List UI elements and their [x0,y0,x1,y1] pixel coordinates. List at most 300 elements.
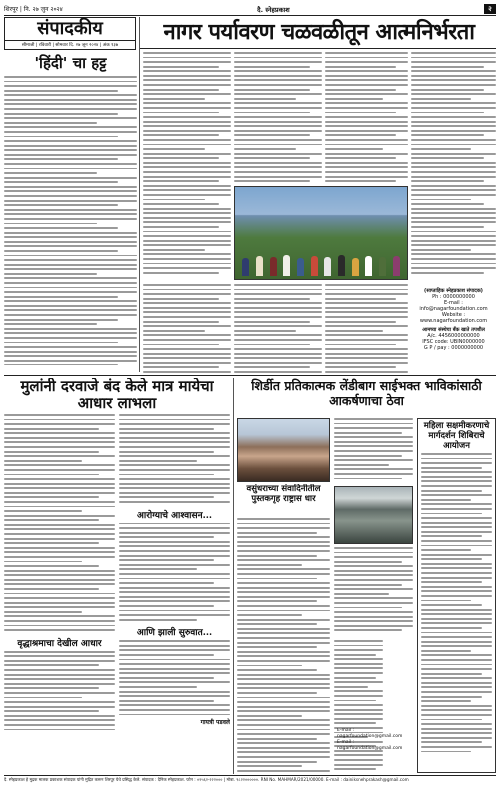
text-line [4,140,137,142]
text-line [119,640,230,642]
text-line [143,272,219,274]
text-line [4,701,115,703]
text-line [411,144,496,146]
text-line [237,637,330,639]
contact-block [411,284,496,374]
text-line [237,742,330,744]
shirdi-story-headline-box [237,378,496,416]
text-line [234,284,322,286]
text-line [334,649,383,651]
contact-account-title: आमच्या संस्थेचा बँक खाते तपशील [422,327,485,333]
text-line [4,209,137,211]
text-line [143,189,231,191]
text-line [334,597,413,599]
text-line [237,559,330,561]
text-line [237,719,330,721]
text-line [411,226,484,228]
text-line [421,499,471,501]
text-line [334,455,402,457]
text-line [4,574,115,576]
text-line [4,528,115,530]
text-line [334,441,413,443]
text-line [119,686,197,688]
text-line [325,311,408,313]
text-line [237,715,302,717]
text-line [143,180,219,182]
text-line [119,474,214,476]
text-line [334,459,413,461]
text-line [421,572,492,574]
right-box-headline: महिला सक्षमीकरणाचे मार्गदर्शन शिबिराचे आयोजन [423,421,490,451]
text-line [143,112,219,114]
text-line [421,558,482,560]
text-line [421,636,492,638]
text-line [143,307,231,309]
text-line [143,116,231,118]
text-line [4,227,118,229]
text-line [334,722,376,724]
right-col-email-2[interactable]: E-mail : nagarfoundation@gmail.com [337,740,403,751]
text-line [119,559,214,561]
text-line [421,677,492,679]
text-line [143,217,231,219]
text-line [237,642,330,644]
text-line [334,473,413,475]
right-col-email-1[interactable]: E-mail : nagarfoundation@gmail.com [337,728,403,739]
text-line [334,468,413,470]
text-line [143,171,231,173]
text-line [325,134,396,136]
text-line [143,162,231,164]
text-line [143,302,231,304]
text-line [334,464,389,466]
text-line [234,107,322,109]
text-line [334,556,413,558]
text-line [237,655,330,657]
footer-imprint: दै. स्नेहप्रकाश हे मुद्रक मालक प्रकाशक संपादक यांनी मुद्रित करून शिरपूर येथे प्रसिद्ध केले. संपादक : दैनिक स्नेहप्रकाश. फोन : ०२५६२-२२२००० | मोबा. ९८२२००००००. RNI No. MAHMAR/2021/00000. E-mail : dainiksnehprakash@gmail.com [4,777,409,782]
text-line [143,130,231,132]
text-line [4,163,137,165]
text-line [4,515,115,517]
text-line [237,582,330,584]
text-line [143,298,219,300]
text-line [421,618,492,620]
text-line [143,258,231,260]
main-headline: नागर पर्यावरण चळवळीतून आत्मनिर्भरता [163,19,475,45]
text-line [421,696,482,698]
text-line [421,682,492,684]
left-story-2-sub-1: वृद्धाश्रमाचा देखील आधार [17,638,102,649]
text-line [237,687,330,689]
text-line [334,677,376,679]
text-line [4,501,115,503]
text-line [143,371,231,373]
contact-gp-pay: G P / pay : 0000000000 [423,345,484,351]
text-line [411,162,496,164]
masthead-paper-name: दै. स्नेहप्रकाश [257,5,290,14]
text-line [421,673,482,675]
left-story-2-headline: मुलांनी दरवाजे बंद केले मात्र मायेचा आधार लाभला [20,378,214,412]
text-line [4,542,99,544]
text-line [119,700,214,702]
text-line [143,208,231,210]
shirdi-story-headline: शिर्डीत प्रतिकात्मक लेंडीबाग साईभक्त भाविकांसाठी आकर्षणाचा ठेवा [251,378,482,408]
text-line [237,605,330,607]
footer-rule [4,775,496,776]
text-line [411,157,484,159]
text-line [421,714,492,716]
text-line [4,186,137,188]
text-line [119,446,230,448]
main-story-photo [234,186,408,280]
text-line [119,541,230,543]
text-line [4,177,137,179]
text-line [119,555,230,557]
text-line [411,121,496,123]
contact-label: (साप्ताहिक स्नेहप्रकाश संपादक) [424,288,483,294]
text-line [421,535,482,537]
text-line [119,591,230,593]
text-line [4,277,137,279]
text-line [234,70,322,72]
text-line [325,70,408,72]
left-story-2-sub-3: आणि झाली सुरुवात... [136,628,213,639]
text-line [4,264,137,266]
text-line [237,573,330,575]
text-line [119,654,214,656]
text-line [119,451,214,453]
text-line [119,469,230,471]
contact-email[interactable]: info@nagarfoundation.com [419,306,488,312]
text-line [411,89,484,91]
text-line [4,296,118,298]
text-line [421,613,492,615]
text-line [421,732,492,734]
text-line [411,84,496,86]
text-line [421,728,492,730]
text-line [237,651,330,653]
text-line [4,597,115,599]
masthead-date: शिरपूर | नि. २७ जुन २०२४ [4,6,63,13]
text-line [325,52,408,54]
text-line [234,334,322,336]
text-line [4,131,137,133]
text-line [4,492,115,494]
text-line [421,581,482,583]
text-line [234,66,310,68]
editorial-body [4,76,137,365]
text-line [421,645,492,647]
text-line [234,139,322,141]
text-line [4,250,118,252]
text-line [237,523,330,525]
text-line [325,353,408,355]
contact-website-label: Website : [441,312,466,318]
text-line [119,596,230,598]
text-line [4,551,115,553]
main-story-col-4 [411,52,496,280]
text-line [234,353,322,355]
text-line [234,144,322,146]
text-line [234,362,322,364]
text-line [334,658,383,660]
text-line [325,153,408,155]
text-line [234,302,322,304]
text-line [237,729,330,731]
text-line [143,176,231,178]
main-story-col-2 [234,52,322,184]
text-line [411,199,471,201]
text-line [411,125,496,127]
text-line [325,116,408,118]
text-line [421,737,492,739]
text-line [334,579,413,581]
text-line [334,713,383,715]
text-line [143,134,219,136]
text-line [325,107,408,109]
text-line [119,492,230,494]
text-line [4,687,99,689]
editorial-section-title: संपादकीय [37,18,103,39]
text-line [411,185,496,187]
text-line [421,650,471,652]
text-line [325,321,396,323]
text-line [421,741,482,743]
text-line [325,121,408,123]
text-line [421,531,492,533]
middle-story-headline: वसुंधराच्या संवादिनीतील पुस्तकगृह राष्ट्रास धार [246,484,321,504]
text-line [4,556,115,558]
text-line [4,419,115,421]
text-line [237,628,330,630]
photo-people [239,254,403,276]
text-line [143,293,231,295]
text-line [143,289,231,291]
text-line [421,549,471,551]
text-line [4,300,137,302]
text-line [421,462,492,464]
text-line [421,709,492,711]
text-line [234,89,310,91]
text-line [334,640,383,642]
text-line [4,337,137,339]
contact-acc-no: A/c. 4456000000000 [427,333,480,339]
text-line [325,84,408,86]
text-line [334,432,402,434]
text-line [334,593,389,595]
text-line [237,541,330,543]
text-line [411,244,496,246]
text-line [411,253,496,255]
text-line [334,478,402,480]
text-line [4,674,115,676]
text-line [334,561,402,563]
text-line [411,61,496,63]
text-line [119,605,214,607]
text-line [4,715,115,717]
text-line [421,686,492,688]
text-line [119,527,230,529]
text-line [143,194,231,196]
text-line [421,471,492,473]
text-line [4,487,115,489]
text-line [4,629,115,631]
text-line [411,249,471,251]
text-line [411,171,496,173]
text-line [143,253,231,255]
text-line [143,166,231,168]
text-line [421,494,492,496]
text-line [237,596,330,598]
text-line [411,93,496,95]
left-story-2-col-2 [119,414,230,774]
text-line [143,348,231,350]
text-line [4,245,137,247]
text-line [421,627,482,629]
text-line [4,76,137,78]
text-line [234,112,310,114]
text-line [325,348,408,350]
text-line [4,483,115,485]
text-line [4,583,115,585]
text-line [143,344,219,346]
text-line [421,526,492,528]
text-line [4,519,99,521]
text-line [119,545,230,547]
text-line [421,485,492,487]
text-line [334,584,402,586]
text-line [237,706,330,708]
text-line [325,334,408,336]
text-line [234,157,310,159]
text-line [237,532,317,534]
text-line [325,57,408,59]
text-line [334,611,413,613]
text-line [421,691,492,693]
contact-email-label: E-mail : [444,300,463,306]
text-line [411,189,496,191]
text-line [4,332,137,334]
text-line [237,536,330,538]
text-line [4,697,82,699]
text-line [421,554,492,556]
text-line [421,719,482,721]
text-line [4,669,115,671]
text-line [119,441,230,443]
text-line [334,686,368,688]
text-line [237,683,330,685]
text-line [4,611,82,613]
text-line [421,508,492,510]
text-line [4,328,137,330]
text-line [234,371,322,373]
text-line [4,360,137,362]
contact-phone: Ph : 0000000000 [432,294,475,300]
text-line [421,595,492,597]
text-line [411,66,484,68]
text-line [421,641,492,643]
text-line [4,154,137,156]
text-line [325,293,408,295]
text-line [421,513,482,515]
text-line [4,117,137,119]
text-line [334,690,383,692]
text-line [237,545,330,547]
text-line [4,547,115,549]
text-line [143,144,231,146]
text-line [4,223,97,225]
text-line [325,139,408,141]
text-line [325,89,396,91]
text-line [421,664,492,666]
text-line [143,75,231,77]
text-line [4,108,137,110]
text-line [234,84,322,86]
text-line [421,540,492,542]
text-line [237,738,317,740]
text-line [325,171,408,173]
text-line [119,704,230,706]
text-line [411,57,496,59]
text-line [143,330,205,332]
text-line [119,564,230,566]
contact-website[interactable]: www.nagarfoundation.com [419,318,488,324]
text-line [143,148,205,150]
text-line [325,112,396,114]
text-line [4,319,118,321]
text-line [4,342,118,344]
text-line [325,330,383,332]
text-line [237,697,330,699]
text-line [325,162,408,164]
text-line [4,469,115,471]
text-line [234,121,322,123]
text-line [4,305,137,307]
text-line [143,79,231,81]
text-line [143,84,231,86]
text-line [4,428,99,430]
text-line [334,629,402,631]
text-line [234,79,322,81]
text-line [119,414,230,416]
contact-ifsc: IFSC code: UBIN0000000 [422,339,485,345]
text-line [119,619,197,621]
text-line [334,695,383,697]
text-line [119,649,230,651]
text-line [237,578,317,580]
text-line [119,568,197,570]
shirdi-garden-photo [334,486,413,544]
text-line [4,706,115,708]
text-line [237,564,302,566]
text-line [237,674,330,676]
text-line [4,692,115,694]
text-line [143,212,231,214]
text-line [237,527,330,529]
text-line [411,52,496,54]
text-line [234,298,310,300]
text-line [411,139,496,141]
text-line [334,607,402,609]
text-line [325,362,408,364]
text-line [234,57,322,59]
text-line [234,321,310,323]
text-line [4,710,99,712]
text-line [4,291,137,293]
text-line [237,614,302,616]
text-line [237,600,317,602]
text-line [237,623,317,625]
